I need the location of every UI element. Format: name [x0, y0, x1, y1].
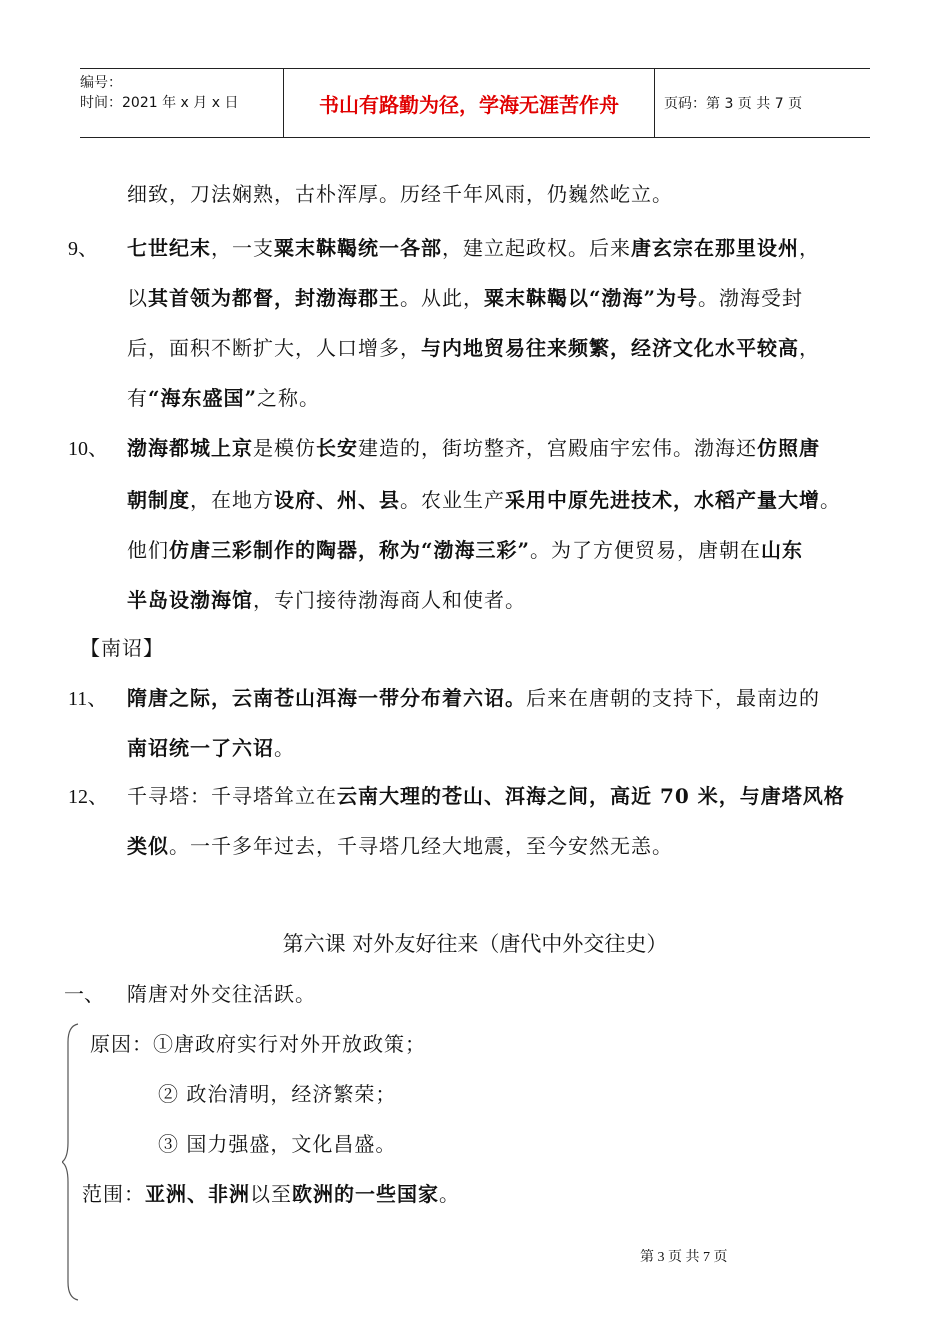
- header-motto: 书山有路勤为径，学海无涯苦作舟: [283, 69, 655, 137]
- item-9-number: 9、: [68, 238, 98, 260]
- reason-3: ③ 国力强盛，文化昌盛。: [158, 1132, 397, 1156]
- item-9-line-4: 有“海东盛国”之称。: [127, 386, 321, 410]
- item-10-line-3: 他们仿唐三彩制作的陶器，称为“渤海三彩”。为了方便贸易，唐朝在山东: [127, 538, 804, 562]
- item-11-number: 11、: [68, 688, 108, 710]
- number-label: 编号：: [80, 75, 122, 91]
- item-10-line-4: 半岛设渤海馆，专门接待渤海商人和使者。: [127, 588, 526, 612]
- part-1-text: 隋唐对外交往活跃。: [127, 982, 316, 1006]
- item-9-line-2: 以其首领为都督，封渤海郡王。从此，粟末靺鞨以“渤海”为号。渤海受封: [127, 286, 804, 310]
- page-header: [80, 68, 870, 138]
- page-label-text: 页码：第 3 页 共 7 页: [664, 96, 803, 112]
- item-12-line-1: 千寻塔：千寻塔耸立在云南大理的苍山、洱海之间，高近 70 米，与唐塔风格: [127, 784, 845, 808]
- item-10-number: 10、: [68, 438, 108, 460]
- section-nanzhao-heading: 【南诏】: [80, 636, 164, 660]
- lesson-title: 第六课 对外友好往来（唐代中外交往史）: [282, 932, 668, 956]
- page-footer: 第 3 页 共 7 页: [640, 1250, 728, 1265]
- item-12-number: 12、: [68, 786, 108, 808]
- reason-1: 原因：①唐政府实行对外开放政策；: [90, 1032, 426, 1056]
- curly-brace-icon: [62, 1022, 80, 1302]
- item-10-line-1: 渤海都城上京是模仿长安建造的，街坊整齐，宫殿庙宇宏伟。渤海还仿照唐: [127, 436, 820, 460]
- header-meta: [80, 69, 280, 141]
- header-page-label: [664, 69, 870, 137]
- paragraph-8-tail: 细致，刀法娴熟，古朴浑厚。历经千年风雨，仍巍然屹立。: [127, 182, 673, 206]
- part-1-number: 一、: [64, 984, 104, 1006]
- item-11-line-2: 南诏统一了六诏。: [127, 736, 295, 760]
- scope-line: 范围：亚洲、非洲以至欧洲的一些国家。: [82, 1182, 460, 1206]
- item-10-line-2: 朝制度，在地方设府、州、县。农业生产采用中原先进技术，水稻产量大增。: [127, 488, 841, 512]
- item-11-line-1: 隋唐之际，云南苍山洱海一带分布着六诏。后来在唐朝的支持下，最南边的: [127, 686, 820, 710]
- item-9-line-1: 七世纪末，一支粟末靺鞨统一各部，建立起政权。后来唐玄宗在那里设州，: [127, 236, 820, 260]
- date-label: 时间：2021 年 x 月 x 日: [80, 95, 239, 111]
- item-9-line-3: 后，面积不断扩大，人口增多，与内地贸易往来频繁，经济文化水平较高，: [127, 336, 820, 360]
- item-12-line-2: 类似。一千多年过去，千寻塔几经大地震，至今安然无恙。: [127, 834, 673, 858]
- reason-2: ② 政治清明，经济繁荣；: [158, 1082, 397, 1106]
